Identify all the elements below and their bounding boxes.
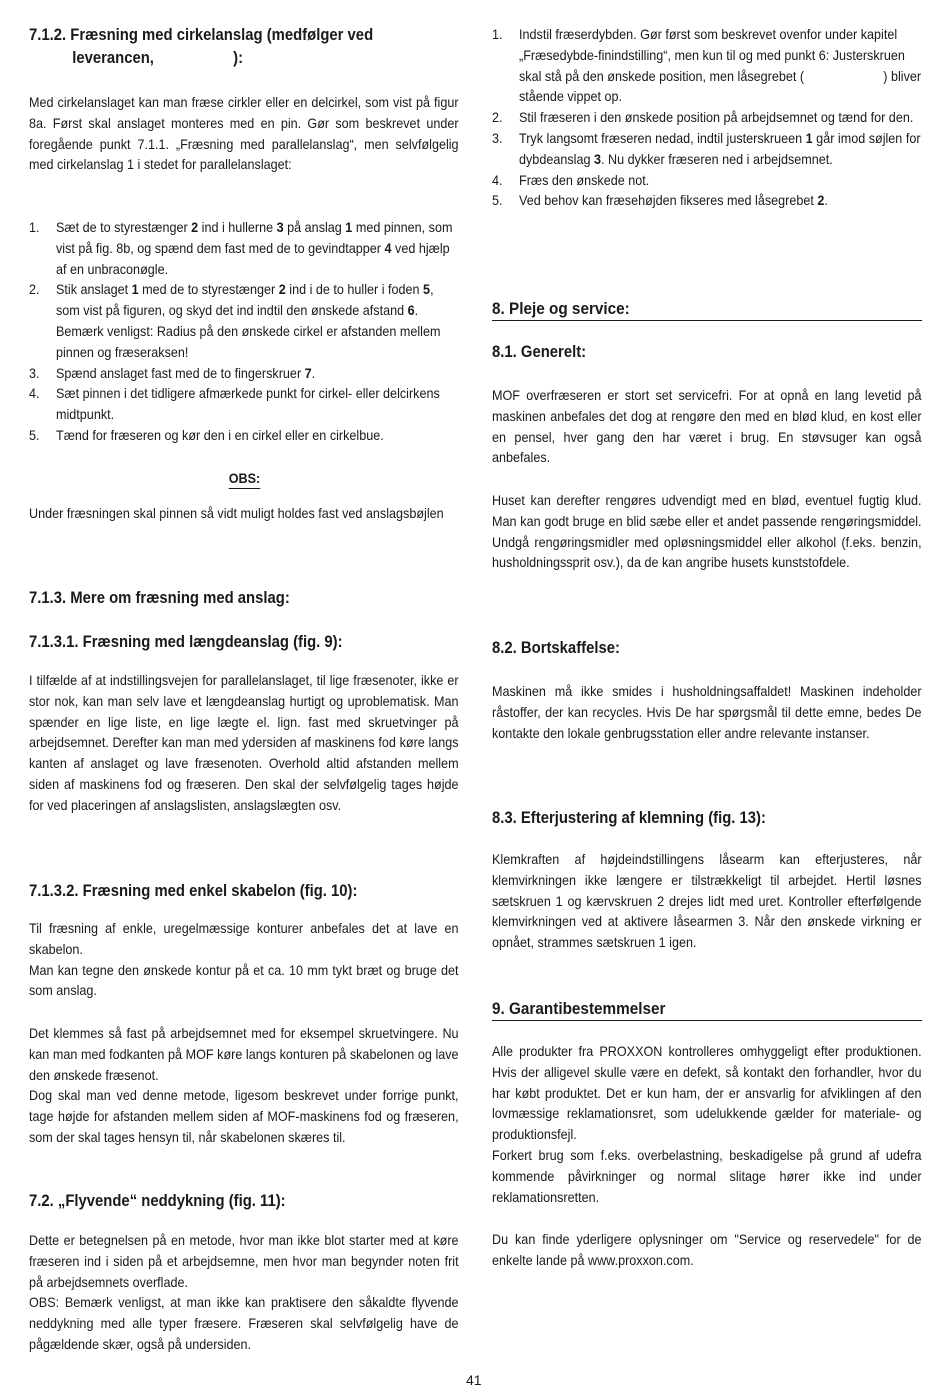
step-text: , som vist på figuren, og skyd det ind indtil den ønskede afstand	[56, 281, 434, 319]
step-number: 1.	[492, 26, 503, 42]
para-7-1-3-1: I tilfælde af at indstillingsvejen for parallelanslaget, til lige fræsenoter, ikke er stor nok, kan man selv lave et længdeanslag hurtigt og uproblematisk. Man spænder en lige liste, en lige lægte el. lign. fast med skruetvinger på arbejdsemnet. Derefter kan man med ydersiden af maskinens fod køre langs kanten af anslaget og lave fræsenoten. Overhold altid afstanden mellem siden af maskinens fod og fræseren. Den skal der selvfølgelig tages højde for ved placeringen af anslagslisten, anslagslægten osv.	[29, 672, 459, 813]
step-text: går imod søjlen for dybdeanslag	[519, 129, 921, 167]
step-text: Sæt pinnen i det tidligere afmærkede punkt for cirkel- eller delcirkens midtpunkt.	[56, 385, 440, 423]
heading-7-1-2-line2	[29, 47, 459, 70]
para-7-1-3-2b	[29, 1023, 459, 1148]
para-7-2-1: Dette er betegnelsen på en metode, hvor man ikke blot starter med at køre fræseren ind i siden på et arbejdsemne, men hvor man begynder noten frit på arbejdsemnets overflade.	[29, 1232, 459, 1290]
step-text: ) bliver stående vippet op.	[519, 67, 922, 105]
para-9-2: Forkert brug som f.eks. overbelastning, beskadigelse på grund af udefra kommende påvirkninger og normal slitage hører ikke ind under reklamationsretten.	[492, 1146, 922, 1205]
heading-7-1-2-line1: 7.1.2. Fræsning med cirkelanslag (medfølger ved	[29, 26, 374, 44]
step-item	[492, 190, 922, 211]
step-text: Ved behov kan fræsehøjden fikseres med låsegrebet	[519, 192, 818, 209]
para-8-1-2: Huset kan derefter rengøres udvendigt med en blød, eventuel fugtig klud. Man kan godt bruge en blid sæbe eller et andet passende rengøringsmiddel. Undgå rengøringsmidler med opløsningsmiddel eller alkohol (f.eks. benzin, husholdningssprit osv.), da de kan angribe husets kunststofdele.	[492, 492, 922, 571]
page-number: 41	[466, 1372, 482, 1388]
heading-7-1-2-line2-b: ):	[233, 49, 244, 67]
step-item	[492, 24, 922, 107]
step-item	[29, 363, 459, 384]
step-ref: 1	[131, 281, 139, 298]
step-ref: 1	[345, 219, 353, 235]
heading-7-1-3-2: 7.1.3.2. Fræsning med enkel skabelon (fig. 10):	[29, 882, 358, 900]
para-7-1-3-2a	[29, 918, 459, 1001]
step-text: .	[311, 364, 316, 381]
step-text: .	[824, 192, 828, 209]
step-ref: 3	[593, 150, 601, 167]
heading-8-rule	[492, 320, 922, 321]
para-7-1-3-2-1: Til fræsning af enkle, uregelmæssige konturer anbefales det at lave en skabelon.	[29, 920, 459, 957]
step-ref: 5	[423, 281, 431, 298]
para-7-1-3-2-2: Man kan tegne den ønskede kontur på et ca. 10 mm tykt bræt og bruge det som anslag.	[29, 961, 459, 999]
obs-text: Under fræsningen skal pinnen så vidt muligt holdes fast ved anslagsbøjlen	[29, 505, 444, 521]
heading-8-1: 8.1. Generelt:	[492, 343, 587, 361]
step-text: med pinnen, som vist på fig. 8b, og spænd dem fast med de to gevindtapper	[56, 219, 453, 256]
heading-8-2: 8.2. Bortskaffelse:	[492, 639, 620, 657]
heading-8-3: 8.3. Efterjustering af klemning (fig. 13):	[492, 809, 766, 827]
step-number: 4.	[29, 385, 40, 402]
step-text: ind i hullerne	[198, 219, 277, 235]
heading-8: 8. Pleje og service:	[492, 299, 630, 318]
step-number: 4.	[492, 171, 503, 188]
step-ref: 4	[384, 239, 392, 256]
step-ref: 1	[805, 129, 813, 146]
para-7-1-2: Med cirkelanslaget kan man fræse cirkler eller en delcirkel, som vist på figur 8a. Først skal anslaget monteres med en pin. Gør som beskrevet under foregående punkt 7.1.1. „Fræsning med parallelanslag“, men selvfølgelig med cirkelanslag 1 i stedet for parallelanslaget:	[29, 94, 459, 173]
step-text: . Bemærk venligst: Radius på den ønskede cirkel er afstanden mellem pinnen og fræseraksen!	[56, 302, 441, 360]
step-text: Stil fræseren i den ønskede position på arbejdsemnet og tænd for den.	[519, 109, 914, 126]
steps-7-1-2	[29, 217, 459, 446]
step-text: . Nu dykker fræseren ned i arbejdsemnet.	[600, 150, 833, 167]
step-text: Sæt de to styrestænger	[56, 219, 192, 235]
para-8-3: Klemkraften af højdeindstillingens låsearm kan efterjusteres, når klemvirkningen ikke længere er tilstrækkeligt til arbejdet. Hertil løsnes sætskruen 1 og kærvskruen 2 drejes lidt med uret. Kontroller efterfølgende klemvirkningen ved at aktivere låsearmen 3. Når den ønskede virkning er opnået, strammes sætskruen 1 igen.	[492, 851, 922, 951]
step-text: Fræs den ønskede not.	[519, 171, 650, 188]
step-item	[29, 383, 459, 425]
step-item	[492, 128, 922, 170]
heading-9-rule	[492, 1020, 922, 1021]
step-number: 2.	[29, 281, 40, 298]
heading-7-2: 7.2. „Flyvende“ neddykning (fig. 11):	[29, 1192, 286, 1210]
obs-label	[29, 468, 459, 489]
heading-7-1-3: 7.1.3. Mere om fræsning med anslag:	[29, 589, 290, 607]
para-9-a	[492, 1041, 922, 1207]
para-7-2-2: OBS: Bemærk venligst, at man ikke kan praktisere den såkaldte flyvende neddykning med alle typer fræsere. Fræseren skal selvfølgelig have de pågældende skær, også på undersiden.	[29, 1294, 459, 1352]
para-7-2	[29, 1230, 459, 1355]
heading-7-1-2	[29, 24, 459, 70]
para-8-2: Maskinen må ikke smides i husholdningsaffaldet! Maskinen indeholder råstoffer, der kan recycles. Hvis De har spørgsmål til dette emne, bedes De kontakte den lokale genbrugsstation eller andre relevante instanser.	[492, 683, 922, 741]
step-number: 2.	[492, 109, 503, 126]
step-ref: 6	[407, 302, 415, 319]
step-text: Tryk langsomt fræseren nedad, indtil justerskrueen	[519, 129, 806, 146]
step-text: ind i de to huller i foden	[285, 281, 424, 298]
steps-7-2	[492, 24, 922, 211]
step-number: 5.	[492, 192, 503, 209]
step-text: Spænd anslaget fast med de to fingerskruer	[56, 364, 305, 381]
para-8-1-1: MOF overfræseren er stort set servicefri. For at opnå en lang levetid på maskinen anbefales det dog at rengøre den med en blød klud, en kost eller en pensel, hver gang den har været i brug. En støvsuger kan også anbefales.	[492, 387, 922, 466]
step-text: Tænd for fræseren og kør den i en cirkel eller en cirkelbue.	[56, 426, 384, 443]
step-text: på anslag	[283, 219, 346, 235]
step-ref: 2	[278, 281, 286, 298]
step-item	[492, 107, 922, 128]
para-9-3: Du kan finde yderligere oplysninger om "Service og reservedele" for de enkelte lande på www.proxxon.com.	[492, 1231, 922, 1268]
para-7-1-3-2-3: Det klemmes så fast på arbejdsemnet med for eksempel skruetvingere. Nu kan man med fodkanten på MOF køre langs konturen på skabelonen og lave den ønskede fræsenot.	[29, 1025, 459, 1083]
step-text: ved hjælp af en unbraconøgle.	[56, 239, 450, 277]
para-7-1-3-2-4: Dog skal man ved denne metode, ligesom beskrevet under forrige punkt, tage højde for afstanden mellem siden af MOF-maskinens fod og fræseren, som der skal tages hensyn til, når skabelonen skæres til.	[29, 1087, 459, 1145]
step-ref: 3	[276, 219, 284, 235]
step-text: Indstil fræserdybden. Gør først som beskrevet ovenfor under kapitel „Fræsedybde-finindstilling“, men kun til og med punkt 6: Justerskruen skal stå på den ønskede position, men låsegrebet (	[519, 26, 905, 84]
obs-label-text: OBS:	[228, 468, 260, 489]
step-item	[29, 425, 459, 446]
step-number: 5.	[29, 426, 40, 443]
step-number: 3.	[29, 364, 40, 381]
heading-7-1-3-1: 7.1.3.1. Fræsning med længdeanslag (fig. 9):	[29, 633, 343, 651]
heading-7-1-2-line2-a: leverancen,	[72, 49, 154, 67]
step-ref: 2	[817, 192, 825, 209]
para-9-1: Alle produkter fra PROXXON kontrolleres omhyggeligt efter produktionen. Hvis der alligevel skulle være en defekt, så kontakt den forhandler, hvor du har købt produktet. Det er kun ham, der er ansvarlig for afviklingen af den lovmæssige reklamationsret, som udelukkende gælder for materiale- og produktionsfejl.	[492, 1043, 922, 1143]
step-text: med de to styrestænger	[138, 281, 279, 298]
step-ref: 7	[304, 364, 312, 381]
step-item	[29, 217, 459, 279]
step-ref: 2	[191, 219, 199, 235]
step-number: 3.	[492, 129, 503, 146]
step-item	[492, 170, 922, 191]
step-number: 1.	[29, 219, 40, 235]
step-text: Stik anslaget	[56, 281, 132, 298]
step-item	[29, 279, 459, 362]
heading-9: 9. Garantibestemmelser	[492, 999, 666, 1018]
